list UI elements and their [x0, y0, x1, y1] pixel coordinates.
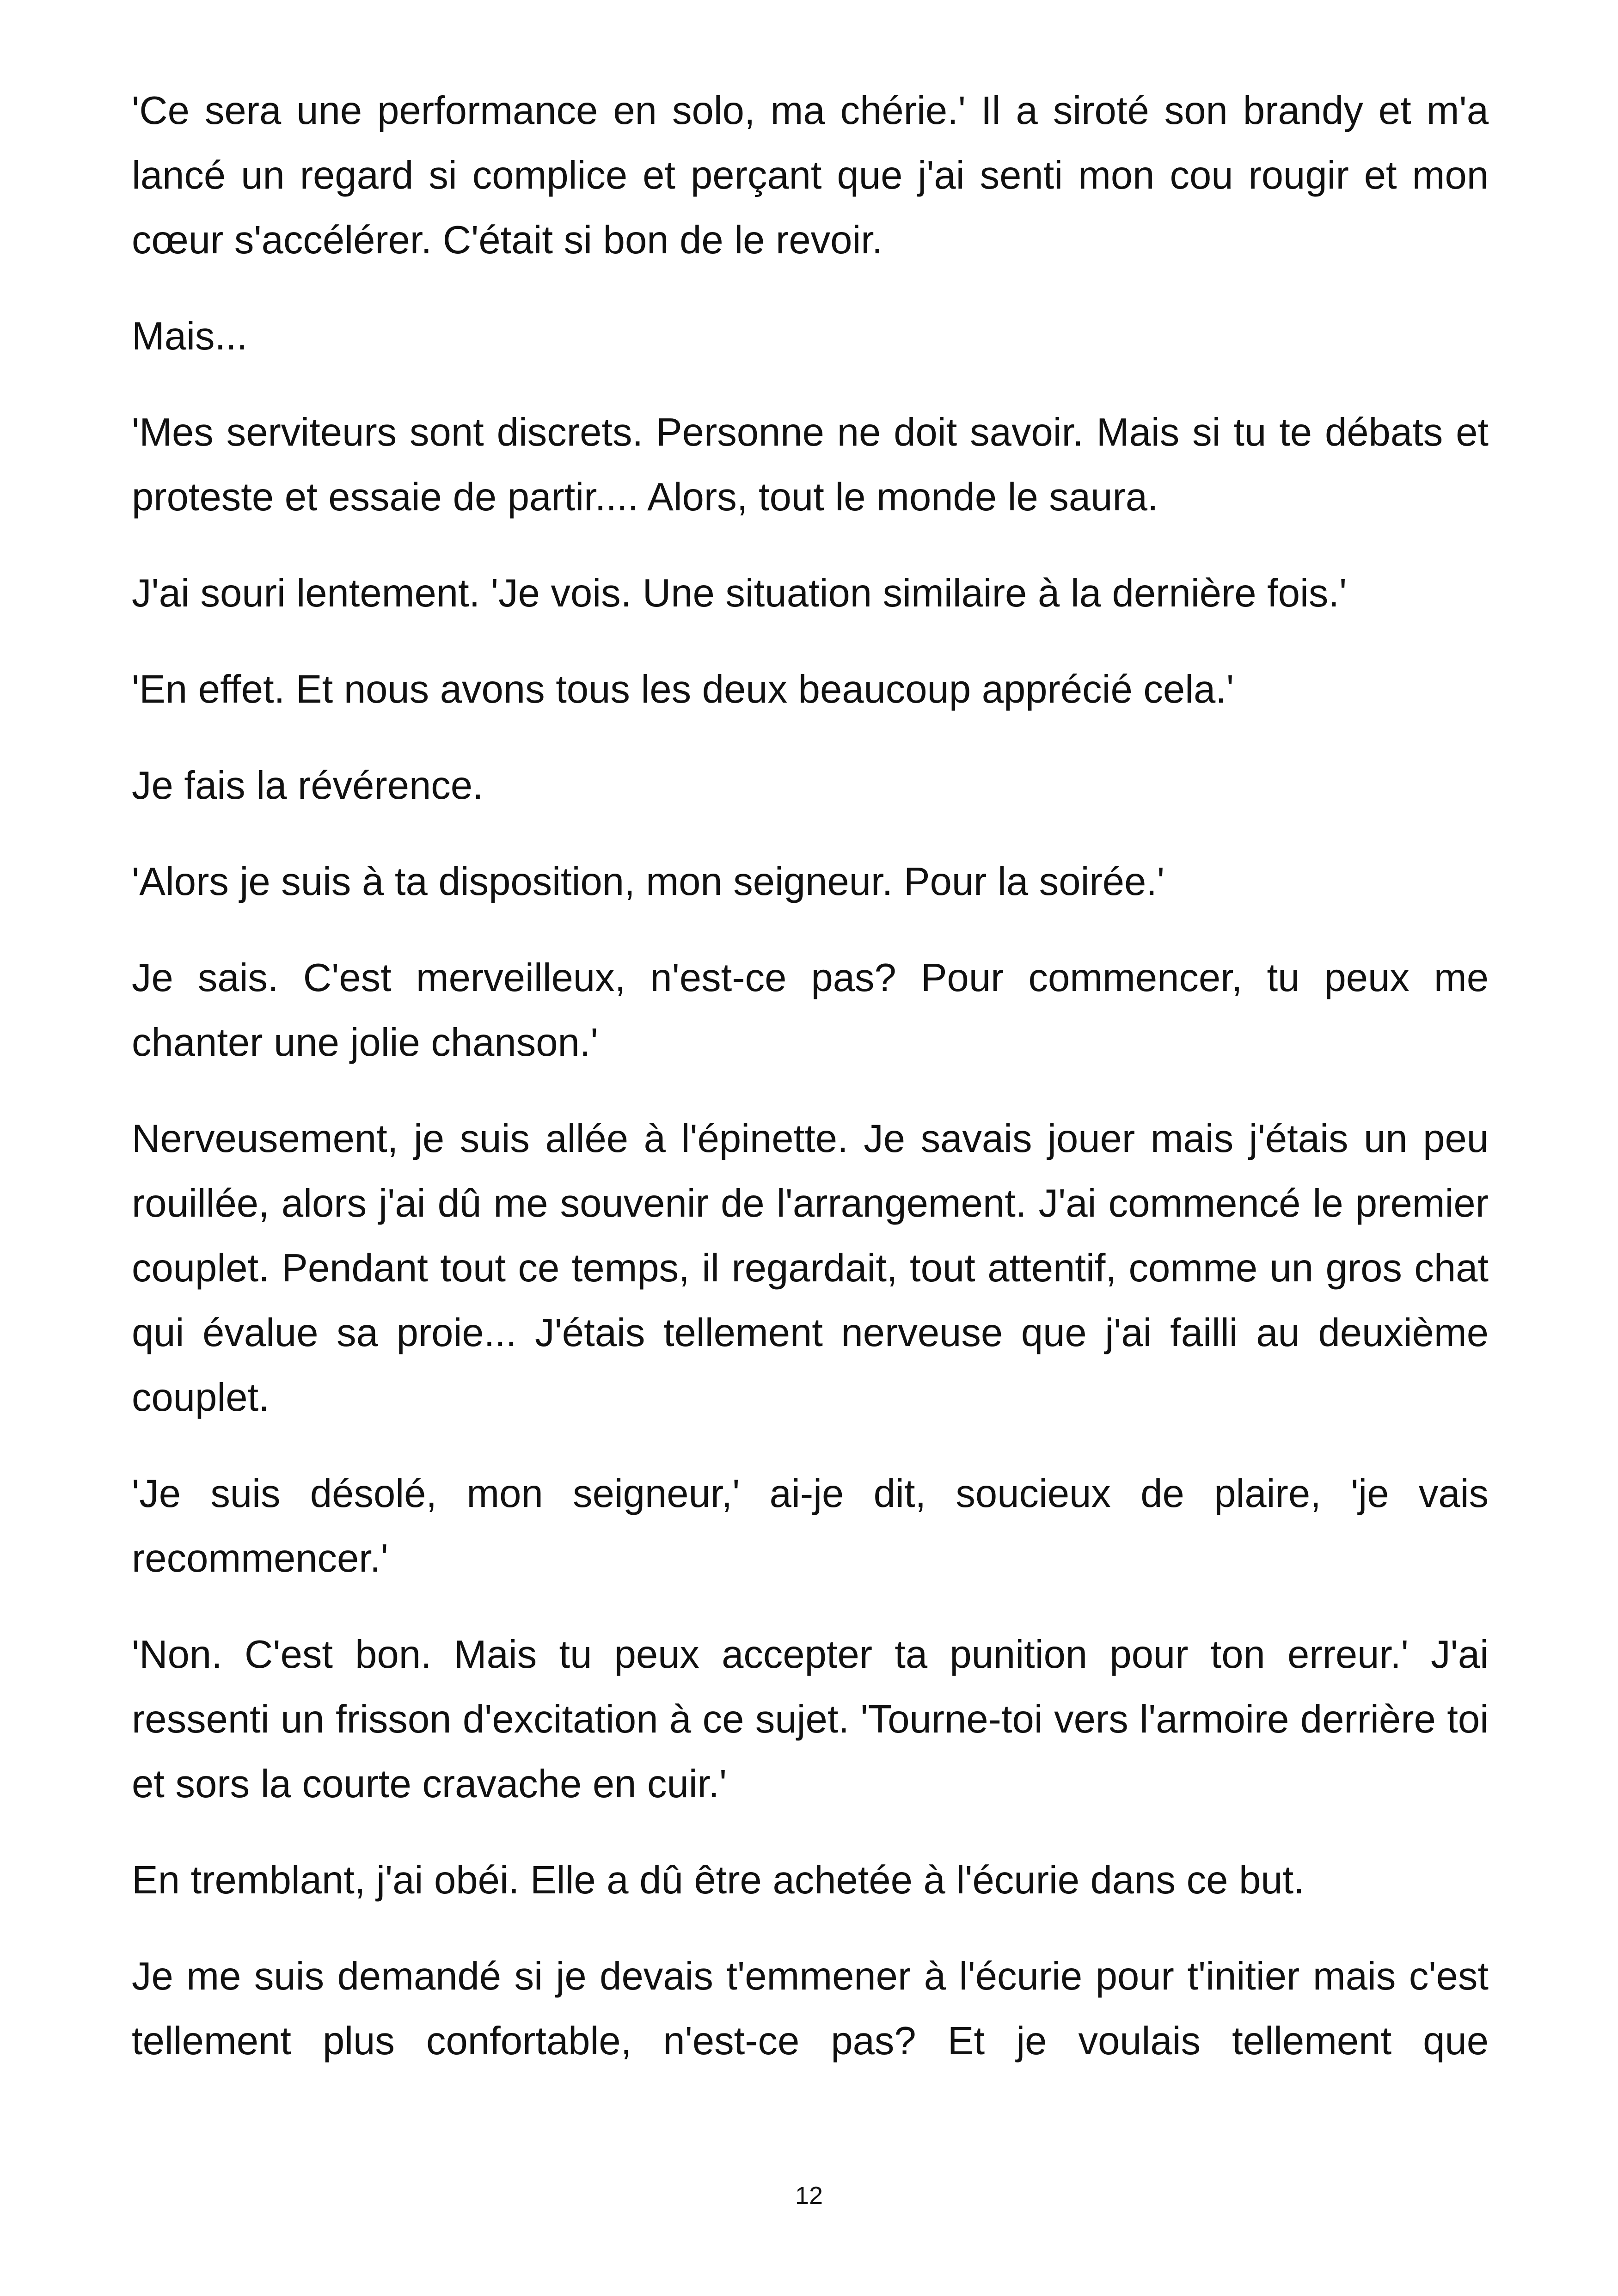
paragraph: En tremblant, j'ai obéi. Elle a dû être achetée à l'écurie dans ce but.: [132, 1858, 1305, 1902]
body-text: [132, 79, 1489, 2074]
paragraph: 'Alors je suis à ta disposition, mon seigneur. Pour la soirée.': [132, 860, 1165, 904]
paragraph: Mais...: [132, 314, 248, 358]
paragraph: Nerveusement, je suis allée à l'épinette. Je savais jouer mais j'étais un peu rouillée, alors j'ai dû me souvenir de l'arrangement. J'ai commencé le premier couplet. Pendant tout ce temps, il regardait, tout attentif, comme un gros chat qui évalue sa proie... J'étais tellement nerveuse que j'ai failli au deuxième couplet.: [132, 1117, 1489, 1420]
paragraph: 'En effet. Et nous avons tous les deux beaucoup apprécié cela.': [132, 667, 1234, 711]
paragraph: Je sais. C'est merveilleux, n'est-ce pas? Pour commencer, tu peux me chanter une jolie chanson.': [132, 956, 1489, 1065]
paragraph: 'Ce sera une performance en solo, ma chérie.' Il a siroté son brandy et m'a lancé un regard si complice et perçant que j'ai senti mon cou rougir et mon cœur s'accélérer. C'était si bon de le revoir.: [132, 89, 1489, 262]
page-number: 12: [795, 2182, 823, 2210]
paragraph: J'ai souri lentement. 'Je vois. Une situation similaire à la dernière fois.': [132, 571, 1347, 615]
paragraph: 'Mes serviteurs sont discrets. Personne ne doit savoir. Mais si tu te débats et proteste et essaie de partir.... Alors, tout le monde le saura.: [132, 410, 1489, 519]
paragraph: 'Je suis désolé, mon seigneur,' ai-je dit, soucieux de plaire, 'je vais recommencer.': [132, 1472, 1489, 1580]
paragraph: 'Non. C'est bon. Mais tu peux accepter ta punition pour ton erreur.' J'ai ressenti un frisson d'excitation à ce sujet. 'Tourne-toi vers l'armoire derrière toi et sors la courte cravache en cuir.': [132, 1633, 1489, 1806]
paragraph: Je fais la révérence.: [132, 764, 484, 808]
paragraph: Je me suis demandé si je devais t'emmener à l'écurie pour t'initier mais c'est tellement plus confortable, n'est-ce pas? Et je voulais tellement que: [132, 1954, 1489, 2063]
